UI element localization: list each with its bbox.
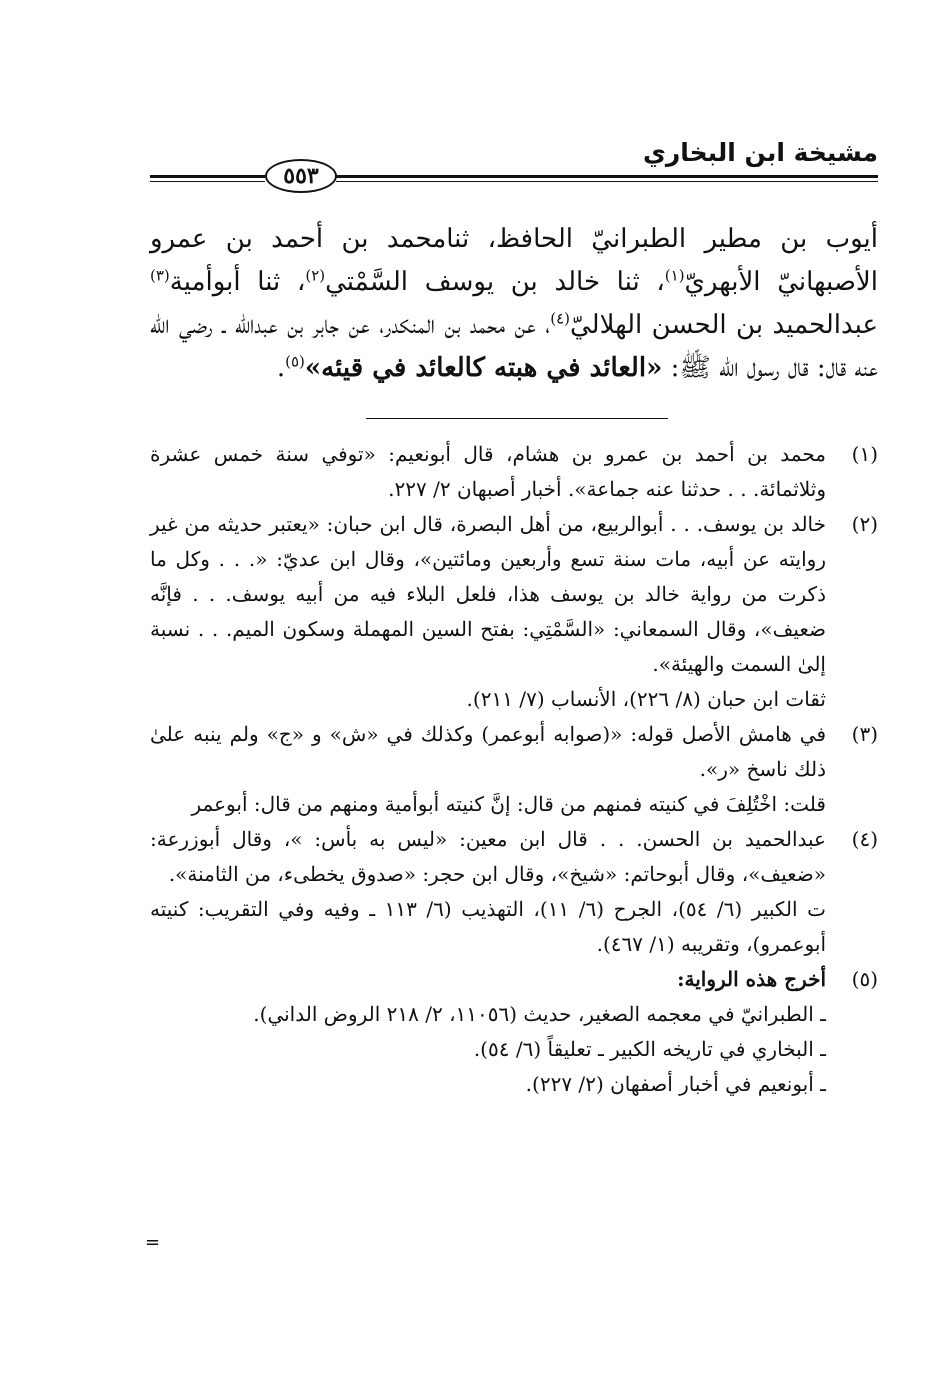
footnote-body	[150, 507, 826, 717]
footnote	[150, 822, 878, 962]
main-text	[150, 218, 878, 390]
footnote	[150, 717, 878, 822]
footnote-line: محمد بن أحمد بن عمرو بن هشام، قال أبونعيم: «توفي سنة خمس عشرة وثلاثمائة. . . حدثنا عنه جماعة». أخبار أصبهان ٢/ ٢٢٧.	[150, 442, 826, 501]
footnote-line: عبدالحميد بن الحسن. . . قال ابن معين: «ليس به بأس: »، وقال أبوزرعة: «ضعيف»، وقال أبوحاتم: «شيخ»، وقال ابن حجر: «صدوق يخطىء، من الثامنة».	[150, 827, 826, 886]
footnote-line: ـ أبونعيم في أخبار أصفهان (٢/ ٢٢٧).	[525, 1072, 826, 1096]
footnote-heading: أخرج هذه الرواية:	[677, 967, 826, 991]
footnote	[150, 962, 878, 1102]
footnote-line: في هامش الأصل قوله: «(صوابه أبوعمر) وكذلك في «ش» و «ج» ولم ينبه علىٰ ذلك ناسخ «ر».	[150, 722, 826, 781]
footnote-body	[150, 822, 826, 962]
main-text-segment: عبدالحميد بن الحسن الهلاليّ	[569, 310, 879, 340]
footnote-number: (١)	[851, 442, 878, 466]
footnote	[150, 507, 878, 717]
footnote-body	[150, 717, 826, 822]
main-text-segment: ، عن محمد بن المنكدر، عن جابر بن عبدالله ـ رضي الله عنه قال: قال رسول الله ﷺ:	[150, 310, 878, 383]
main-text-segment: ، ثنا خالد بن يوسف السَّمْتي	[325, 267, 665, 297]
main-text-segment: أيوب بن مطير الطبرانيّ الحافظ، ثنامحمد بن أحمد بن عمرو الأصبهانيّ الأبهريّ	[150, 224, 878, 297]
book-title: مشيخة ابن البخاري	[642, 138, 878, 167]
footnote-body	[150, 437, 826, 507]
footnote-line: ـ الطبرانيّ في معجمه الصغير، حديث (١١٠٥٦، ٢/ ٢١٨ الروض الداني).	[253, 1002, 826, 1026]
footnote-number: (٥)	[851, 967, 878, 991]
header-rule	[336, 175, 878, 182]
footnote-number: (٣)	[851, 722, 878, 746]
footnote-line: قلت: اخْتُلِفَ في كنيته فمنهم من قال: إنَّ كنيته أبوأمية ومنهم من قال: أبوعمر	[191, 792, 826, 816]
footnote-separator	[366, 418, 668, 419]
footnote-number: (٢)	[851, 512, 878, 536]
footnotes-list	[150, 437, 878, 1102]
footnote-ref: (٤)	[550, 309, 570, 328]
footnote-ref: (٣)	[150, 266, 170, 285]
footnote-number: (٤)	[851, 827, 878, 851]
footnote-body	[150, 962, 826, 1102]
footnote-ref: (١)	[664, 266, 685, 285]
main-text-segment: .	[276, 353, 286, 383]
footnote-line: خالد بن يوسف. . . أبوالربيع، من أهل البصرة، قال ابن حبان: «يعتبر حديثه من غير روايته عن أبيه، مات سنة تسع وأربعين ومائتين»، وقال ابن عديّ: «. . . وكل ما ذكرت من رواية خالد بن يوسف هذا، فلعل البلاء فيه من أبيه يوسف. . . فإنَّه ضعيف»، وقال السمعاني: «السَّمْتِي: بفتح السين المهملة وسكون الميم. . . نسبة إلىٰ السمت والهيئة».	[150, 512, 826, 676]
footnote	[150, 437, 878, 507]
footnote-ref: (٢)	[305, 266, 326, 285]
page-number: ٥٥٣	[265, 159, 337, 193]
header-rule-short	[150, 175, 265, 182]
footnote-line: ثقات ابن حبان (٨/ ٢٢٦)، الأنساب (٧/ ٢١١).	[466, 687, 826, 711]
main-text-segment: ، ثنا أبوأمية	[169, 267, 306, 297]
continuation-mark: =	[145, 1232, 161, 1253]
footnote-ref: (٥)	[285, 352, 305, 371]
page-header	[150, 135, 878, 195]
footnote-line: ـ البخاري في تاريخه الكبير ـ تعليقاً (٦/ ٥٤).	[473, 1037, 826, 1061]
hadith-text: «العائد في هبته كالعائد في قيئه»	[304, 353, 663, 383]
footnote-line: ت الكبير (٦/ ٥٤)، الجرح (٦/ ١١)، التهذيب (٦/ ١١٣ ـ وفيه وفي التقريب: كنيته أبوعمرو)، وتقريبه (١/ ٤٦٧).	[150, 897, 826, 956]
